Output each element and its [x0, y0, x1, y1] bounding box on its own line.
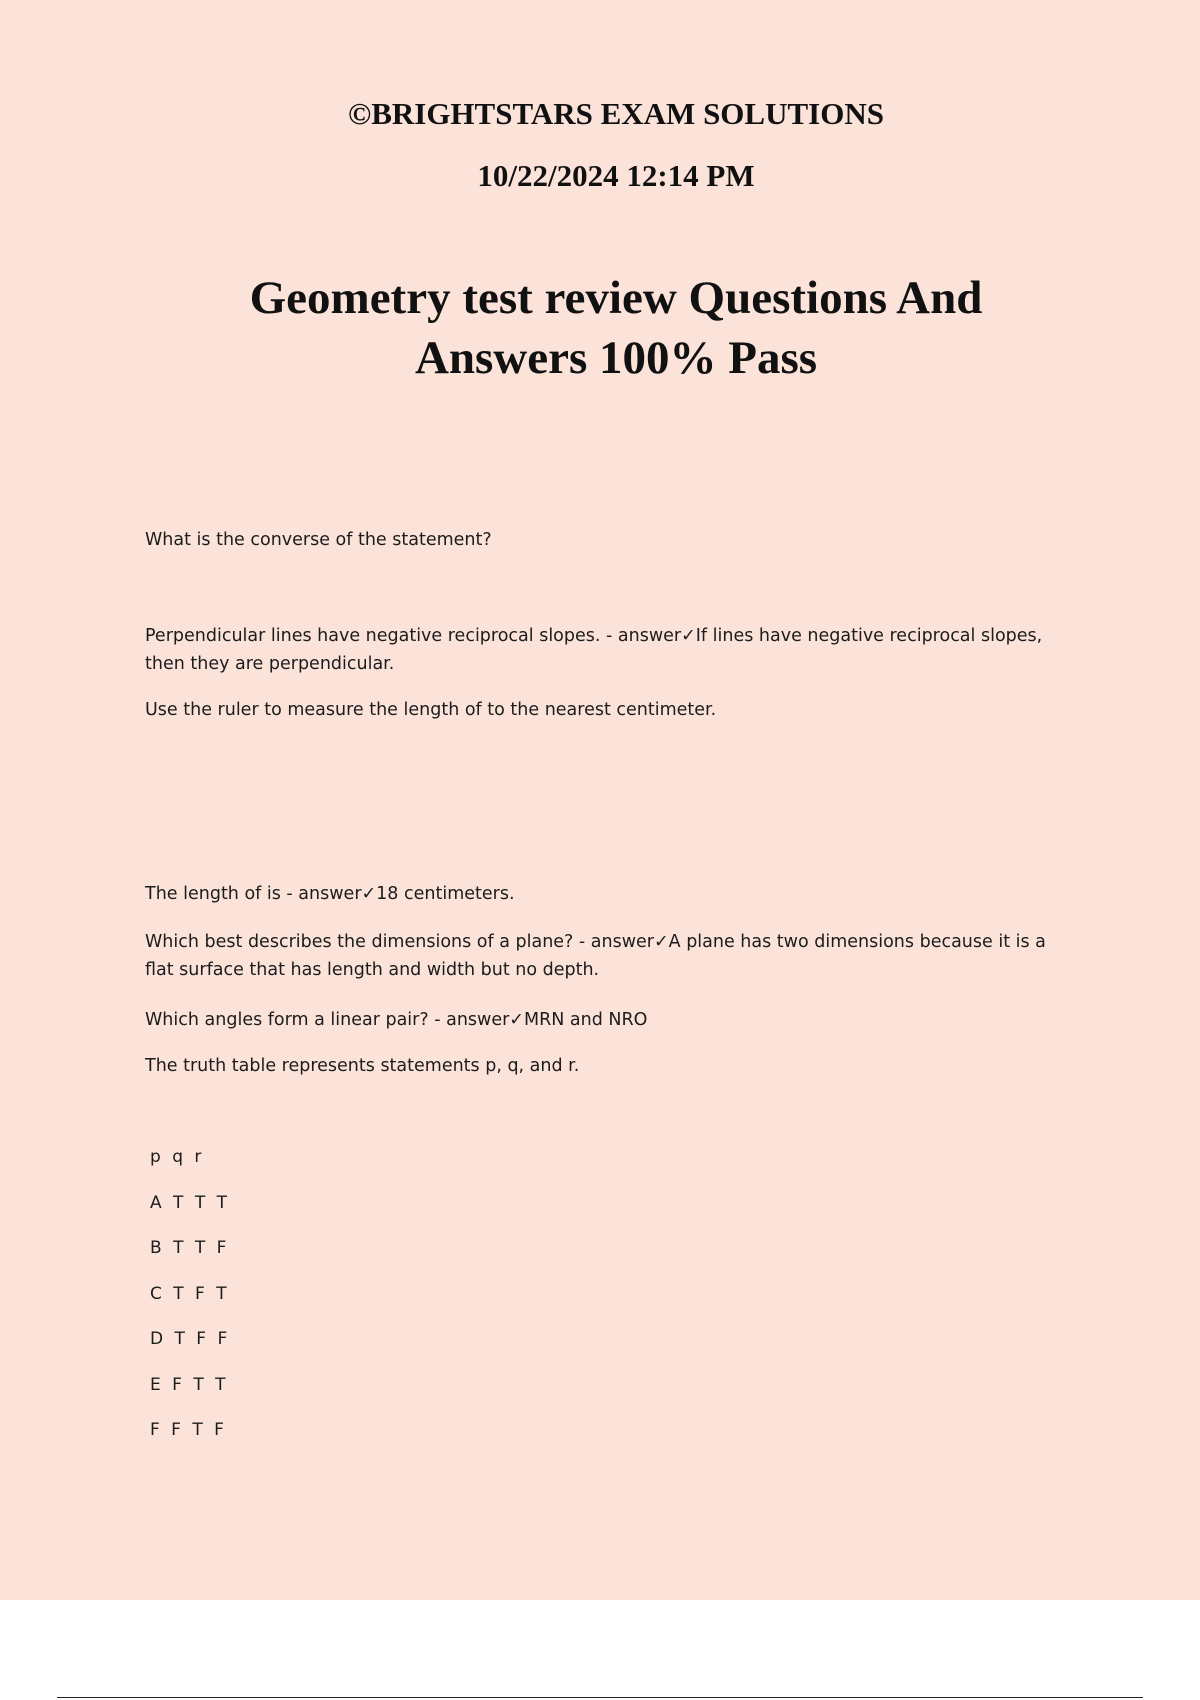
truth-table-row: D T F F [150, 1329, 231, 1349]
question-paragraph: The truth table represents statements p, q, and r. [145, 1056, 580, 1076]
truth-table-row: C T F T [150, 1283, 230, 1304]
truth-table [150, 1143, 230, 1462]
truth-table-row: B T T F [150, 1238, 230, 1258]
company-header: ©BRIGHTSTARS EXAM SOLUTIONS [348, 96, 884, 131]
question-answer-paragraph: Which angles form a linear pair? - answer✓MRN and NRO [145, 1010, 648, 1030]
question-answer-paragraph: Which best describes the dimensions of a plane? - answer✓A plane has two dimensions because it is a flat surface that has length and width but no depth. [145, 932, 1046, 980]
title-line-2: Answers 100% Pass [414, 332, 818, 384]
truth-table-row: E F T T [150, 1374, 229, 1395]
footer-divider [57, 1697, 1143, 1698]
title-line-1: Geometry test review Questions And [249, 272, 983, 324]
truth-table-header-row: p q r [150, 1147, 205, 1167]
truth-table-row: F F T F [150, 1420, 227, 1440]
answer-paragraph: The length of is - answer✓18 centimeters. [145, 884, 515, 904]
truth-table-row: A T T T [150, 1192, 230, 1213]
question-answer-paragraph: Perpendicular lines have negative reciprocal slopes. - answer✓If lines have negative reciprocal slopes, then they are perpendicular. [145, 626, 1043, 674]
question-paragraph: What is the converse of the statement? [145, 530, 492, 550]
document-title [16, 268, 1200, 388]
question-paragraph: Use the ruler to measure the length of to the nearest centimeter. [145, 700, 717, 720]
document-datetime: 10/22/2024 12:14 PM [477, 158, 755, 193]
